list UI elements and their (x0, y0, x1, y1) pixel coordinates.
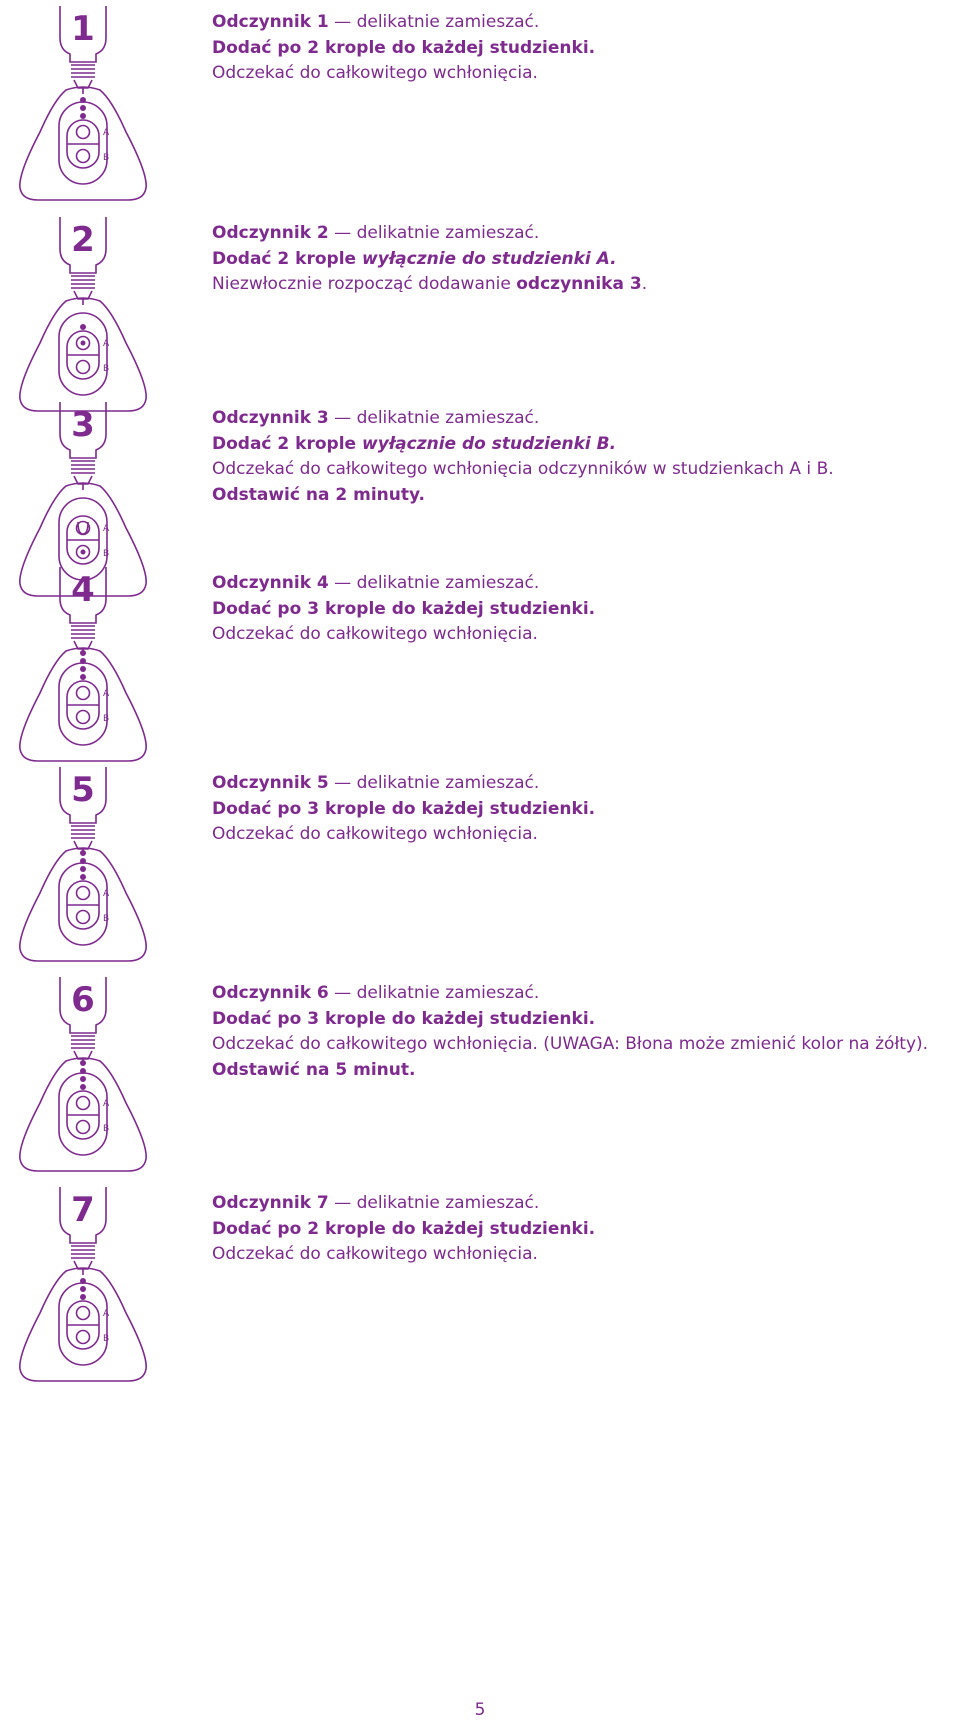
text-segment: — delikatnie zamieszać. (328, 1193, 540, 1213)
text-segment: odczynnika 3 (516, 274, 642, 294)
step-illustration (8, 565, 158, 765)
drop (80, 1286, 86, 1292)
well-label-b: B (103, 549, 110, 559)
drop (81, 550, 86, 555)
step-text (212, 981, 957, 1083)
drop (80, 105, 86, 111)
well-label-a: A (103, 889, 110, 899)
step-line (212, 771, 957, 797)
text-segment: Dodać po 3 krople do każdej studzienki. (212, 798, 596, 819)
text-segment: Odczynnik 2 (212, 223, 329, 243)
step-number: 1 (71, 9, 95, 49)
text-segment: . (641, 274, 648, 294)
step-illustration (8, 975, 158, 1175)
well-label-b: B (103, 153, 110, 163)
step-illustration-svg (8, 4, 158, 204)
step-line (212, 622, 957, 648)
drop (81, 341, 86, 346)
step-text (212, 1191, 957, 1268)
step-line (212, 571, 957, 597)
drop (80, 1068, 86, 1074)
text-segment: wyłącznie do studzienki A. (362, 248, 617, 269)
well-label-a: A (103, 1099, 110, 1109)
test-device-icon (20, 87, 146, 200)
page-number: 5 (474, 1700, 486, 1720)
well-label-a: A (103, 339, 110, 349)
step-line (212, 36, 957, 62)
well-label-b: B (103, 1124, 110, 1134)
text-segment: Odstawić na 5 minut. (212, 1059, 416, 1080)
text-segment: Dodać po 3 krople do każdej studzienki. (212, 1008, 596, 1029)
step-line (212, 822, 957, 848)
text-segment: Odczekać do całkowitego wchłonięcia. (UWAGA: Błona może zmienić kolor na żółty). (212, 1034, 929, 1054)
text-segment: Odczekać do całkowitego wchłonięcia. (212, 624, 538, 644)
drop (80, 1294, 86, 1300)
step-6 (0, 975, 960, 1175)
text-segment: Dodać 2 krople (212, 433, 362, 454)
step-4 (0, 565, 960, 765)
drop (80, 650, 86, 656)
drop (80, 666, 86, 672)
step-line (212, 1217, 957, 1243)
step-illustration-svg (8, 975, 158, 1175)
text-segment: — delikatnie zamieszać. (328, 573, 540, 593)
text-segment: Odczynnik 6 (212, 983, 329, 1003)
step-line (212, 272, 957, 298)
step-text (212, 771, 957, 848)
drop (80, 866, 86, 872)
step-2 (0, 215, 960, 415)
step-5 (0, 765, 960, 965)
drop (80, 874, 86, 880)
step-number: 6 (71, 980, 95, 1020)
text-segment: Dodać 2 krople (212, 248, 362, 269)
step-text (212, 571, 957, 648)
drop (80, 658, 86, 664)
step-number: 4 (71, 570, 95, 610)
step-line (212, 1032, 957, 1058)
step-illustration-svg (8, 565, 158, 765)
drop-tip (78, 522, 88, 534)
step-number: 3 (71, 405, 95, 445)
step-number: 7 (71, 1190, 95, 1230)
text-segment: — delikatnie zamieszać. (328, 773, 540, 793)
step-illustration (8, 215, 158, 415)
well-label-a: A (103, 524, 110, 534)
drop (80, 858, 86, 864)
step-line (212, 432, 957, 458)
drop (80, 113, 86, 119)
step-number: 5 (71, 770, 95, 810)
text-segment: wyłącznie do studzienki B. (362, 433, 617, 454)
text-segment: Odczynnik 7 (212, 1193, 329, 1213)
test-device-icon (20, 848, 146, 961)
step-illustration (8, 1185, 158, 1385)
drop (80, 1278, 86, 1284)
step-line (212, 221, 957, 247)
step-line (212, 1242, 957, 1268)
text-segment: Dodać po 3 krople do każdej studzienki. (212, 598, 596, 619)
text-segment: Odczynnik 4 (212, 573, 329, 593)
step-text (212, 406, 957, 508)
step-illustration-svg (8, 765, 158, 965)
well-label-a: A (103, 128, 110, 138)
text-segment: — delikatnie zamieszać. (328, 408, 540, 428)
text-segment: Dodać po 2 krople do każdej studzienki. (212, 1218, 596, 1239)
drop (80, 1060, 86, 1066)
text-segment: Odczekać do całkowitego wchłonięcia. (212, 824, 538, 844)
text-segment: Odczekać do całkowitego wchłonięcia odczynników w studzienkach A i B. (212, 459, 834, 479)
well-label-b: B (103, 364, 110, 374)
step-line (212, 406, 957, 432)
well-label-b: B (103, 714, 110, 724)
test-device-icon (20, 1058, 146, 1171)
test-device-icon (20, 1268, 146, 1381)
step-line (212, 597, 957, 623)
text-segment: Odczekać do całkowitego wchłonięcia. (212, 63, 538, 83)
drop (80, 674, 86, 680)
step-line (212, 61, 957, 87)
text-segment: Odstawić na 2 minuty. (212, 484, 425, 505)
text-segment: — delikatnie zamieszać. (328, 12, 540, 32)
step-line (212, 247, 957, 273)
step-line (212, 483, 957, 509)
step-line (212, 457, 957, 483)
step-text (212, 10, 957, 87)
drop (80, 1084, 86, 1090)
step-line (212, 981, 957, 1007)
well-label-a: A (103, 689, 110, 699)
step-number: 2 (71, 220, 95, 260)
text-segment: Niezwłocznie rozpocząć dodawanie (212, 274, 517, 294)
well-label-b: B (103, 914, 110, 924)
well-label-b: B (103, 1334, 110, 1344)
drop (80, 324, 86, 330)
text-segment: Odczynnik 5 (212, 773, 329, 793)
step-illustration-svg (8, 215, 158, 415)
text-segment: — delikatnie zamieszać. (328, 983, 540, 1003)
text-segment: Odczynnik 3 (212, 408, 329, 428)
step-line (212, 1058, 957, 1084)
step-line (212, 10, 957, 36)
step-illustration (8, 765, 158, 965)
step-illustration (8, 4, 158, 204)
text-segment: — delikatnie zamieszać. (328, 223, 540, 243)
test-device-icon (20, 298, 146, 411)
step-line (212, 1007, 957, 1033)
step-7 (0, 1185, 960, 1385)
drop (80, 850, 86, 856)
test-device-icon (20, 648, 146, 761)
drop (80, 97, 86, 103)
step-line (212, 797, 957, 823)
text-segment: Odczynnik 1 (212, 12, 329, 32)
text-segment: Dodać po 2 krople do każdej studzienki. (212, 37, 596, 58)
well-label-a: A (103, 1309, 110, 1319)
step-line (212, 1191, 957, 1217)
text-segment: Odczekać do całkowitego wchłonięcia. (212, 1244, 538, 1264)
drop (80, 1076, 86, 1082)
step-1 (0, 4, 960, 204)
step-text (212, 221, 957, 298)
step-illustration-svg (8, 1185, 158, 1385)
